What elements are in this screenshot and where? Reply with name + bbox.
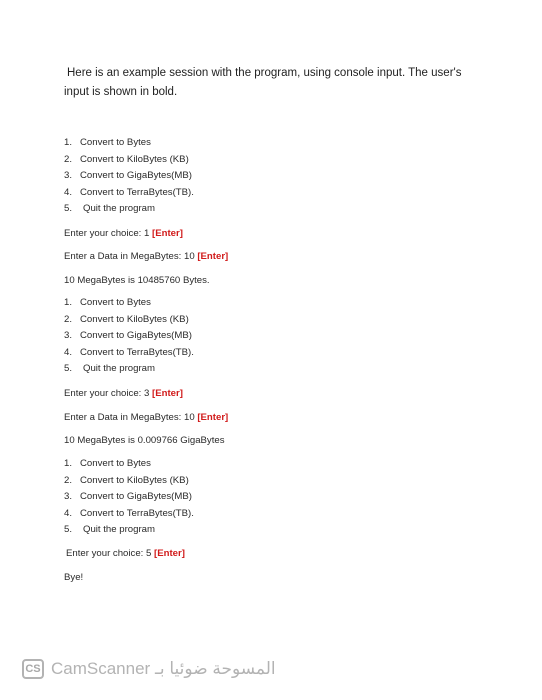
menu-item [64, 152, 194, 169]
enter-key-input: [Enter] [152, 228, 183, 239]
menu-item-label: Convert to KiloBytes (KB) [80, 474, 189, 486]
menu-item [64, 328, 194, 345]
menu-item [64, 506, 194, 523]
camscanner-watermark [22, 657, 276, 681]
menu-item-number: 5. [64, 203, 73, 214]
menu-item-label: Convert to GigaBytes(MB) [80, 491, 192, 502]
camscanner-logo-icon: CS [22, 659, 44, 679]
enter-key-input: [Enter] [152, 388, 183, 399]
menu-item [64, 312, 194, 329]
menu-item-label: Convert to TerraBytes(TB). [80, 507, 194, 519]
menu-item [64, 295, 194, 312]
menu-item-label: Convert to GigaBytes(MB) [80, 330, 192, 341]
menu-item [64, 135, 194, 152]
menu-item-number: 2. [64, 474, 73, 486]
bye-line: Bye! [64, 572, 84, 583]
menu-item-label: Quit the program [83, 203, 155, 214]
menu-item [64, 168, 194, 185]
menu-list-2 [64, 295, 194, 378]
intro-paragraph [64, 64, 484, 102]
menu-item-number: 3. [64, 170, 73, 181]
intro-line-2: input is shown in bold. [64, 86, 178, 98]
menu-item-label: Convert to TerraBytes(TB). [80, 186, 194, 198]
data-prompt: Enter a Data in MegaBytes: 10 [64, 412, 198, 423]
menu-item-number: 2. [64, 313, 73, 325]
enter-key-input: [Enter] [197, 251, 229, 262]
menu-item [64, 345, 194, 362]
menu-item-number: 1. [64, 137, 73, 148]
result-line-2: 10 MegaBytes is 0.009766 GigaBytes [64, 435, 225, 446]
menu-item-label: Convert to Bytes [80, 297, 151, 308]
choice-prompt: Enter your choice: 5 [66, 548, 154, 559]
menu-item-label: Convert to Bytes [80, 458, 151, 469]
data-prompt: Enter a Data in MegaBytes: 10 [64, 251, 198, 262]
menu-item-label: Quit the program [83, 363, 155, 374]
menu-item [64, 361, 194, 378]
choice-prompt: Enter your choice: 3 [64, 388, 152, 399]
menu-item-number: 4. [64, 346, 73, 358]
menu-item-number: 4. [64, 507, 73, 519]
menu-item-label: Convert to KiloBytes (KB) [80, 313, 189, 325]
menu-list-3 [64, 456, 194, 539]
enter-key-input: [Enter] [197, 412, 229, 423]
menu-item-label: Quit the program [83, 524, 155, 535]
menu-list-1 [64, 135, 194, 218]
menu-item-label: Convert to GigaBytes(MB) [80, 170, 192, 181]
choice-line-1 [64, 227, 183, 241]
menu-item [64, 456, 194, 473]
menu-item-number: 5. [64, 363, 73, 374]
enter-key-input: [Enter] [154, 548, 185, 559]
choice-line-2 [64, 387, 183, 401]
menu-item-label: Convert to KiloBytes (KB) [80, 153, 189, 165]
menu-item-number: 3. [64, 491, 73, 502]
menu-item [64, 185, 194, 202]
data-line-1 [64, 250, 228, 264]
choice-prompt: Enter your choice: 1 [64, 228, 152, 239]
data-line-2 [64, 411, 228, 425]
menu-item [64, 473, 194, 490]
menu-item-number: 1. [64, 297, 73, 308]
intro-line-1: Here is an example session with the program, using console input. The user's [67, 67, 462, 79]
menu-item [64, 201, 194, 218]
menu-item-label: Convert to Bytes [80, 137, 151, 148]
menu-item-number: 1. [64, 458, 73, 469]
menu-item-number: 3. [64, 330, 73, 341]
result-line-1: 10 MegaBytes is 10485760 Bytes. [64, 275, 210, 286]
choice-line-3 [66, 547, 185, 561]
menu-item-number: 4. [64, 186, 73, 198]
menu-item [64, 522, 194, 539]
menu-item-label: Convert to TerraBytes(TB). [80, 346, 194, 358]
menu-item-number: 2. [64, 153, 73, 165]
menu-item [64, 489, 194, 506]
camscanner-text: CamScanner المسوحة ضوئيا بـ [51, 659, 276, 678]
menu-item-number: 5. [64, 524, 73, 535]
